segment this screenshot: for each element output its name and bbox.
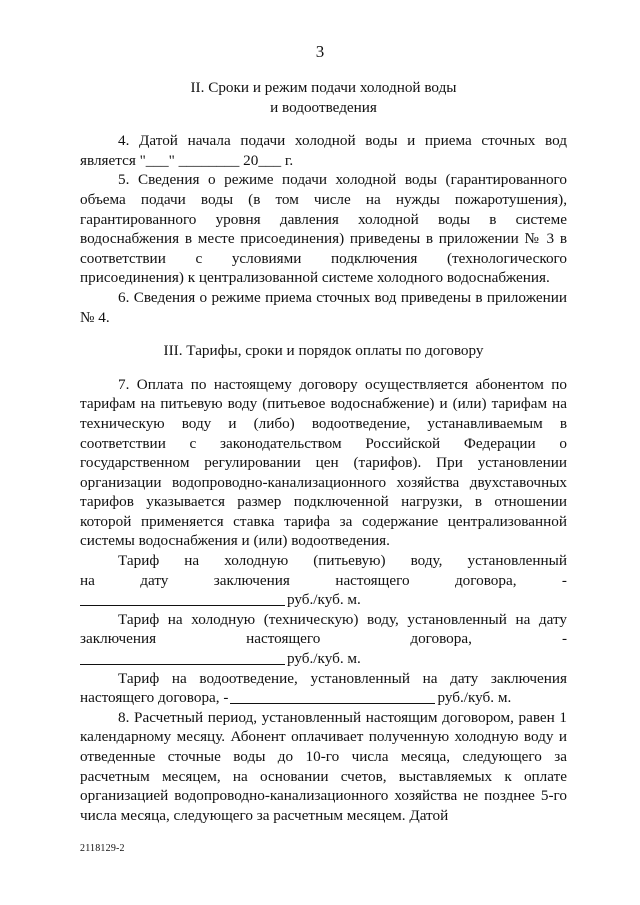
tariff-2-line1: Тариф на холодную (техническую) воду, установленный на дату (118, 610, 567, 628)
paragraph-4: 4. Датой начала подачи холодной воды и приема сточных вод является "___" ________ 20___ г. (80, 132, 567, 169)
document-code: 2118129-2 (80, 843, 125, 854)
section-2-heading-line1: II. Сроки и режим подачи холодной воды (190, 79, 457, 96)
paragraph-5: 5. Сведения о режиме подачи холодной воды (гарантированного объема подачи воды (в том числе на нужды пожаротушения), гарантированного уровня давления холодной воды в системе водоснабжения в месте присоединения) приведены в приложении № 3 в соответствии с условиями подключения (технологического присоединения) к централизованной системе холодного водоснабжения. (80, 171, 567, 287)
tariff-3-line2 (80, 688, 567, 708)
tariff-3-unit: руб./куб. м. (437, 689, 512, 707)
tariff-1-unit: руб./куб. м. (287, 591, 361, 609)
tariff-2-line2: заключения настоящего договора, - (80, 630, 567, 648)
section-2-heading-line2: и водоотведения (270, 98, 377, 116)
tariff-3-line2-prefix: настоящего договора, - (80, 689, 229, 707)
tariff-2-unit: руб./куб. м. (287, 650, 361, 668)
tariff-1-blank-line (80, 590, 567, 610)
tariff-1-line2: на дату заключения настоящего договора, - (80, 571, 567, 589)
tariff-2-blank-line (80, 649, 567, 669)
section-3-heading: III. Тарифы, сроки и порядок оплаты по договору (163, 342, 484, 360)
paragraph-8: 8. Расчетный период, установленный настоящим договором, равен 1 календарному месяцу. Абонент оплачивает полученную холодную воду и отведенные сточные воды до 10-го числа месяца, следующего за расчетным месяцем, на основании счетов, выставляемых к оплате организацией водопроводно-канализационного хозяйства не позднее 5-го числа месяца, следующего за расчетным месяцем. Датой (80, 708, 567, 824)
tariff-1-line1: Тариф на холодную (питьевую) воду, установленный (118, 552, 567, 570)
page-number: 3 (315, 42, 325, 61)
page-content (80, 78, 567, 825)
paragraph-6: 6. Сведения о режиме приема сточных вод приведены в приложении № 4. (80, 288, 567, 326)
tariff-3-line1: Тариф на водоотведение, установленный на дату заключения (118, 669, 567, 687)
paragraph-7: 7. Оплата по настоящему договору осуществляется абонентом по тарифам на питьевую воду (питьевое водоснабжение) и (или) тарифам на техническую воду и (либо) водоотведение, устанавливаемым в соответствии с законодательством Российской Федерации о государственном регулировании цен (тарифов). При установлении организации водопроводно-канализационного хозяйства двухставочных тарифов указывается размер подключенной нагрузки, в отношении которой применяется ставка тарифа за содержание централизованной системы водоснабжения и (или) водоотведения. (80, 375, 567, 550)
